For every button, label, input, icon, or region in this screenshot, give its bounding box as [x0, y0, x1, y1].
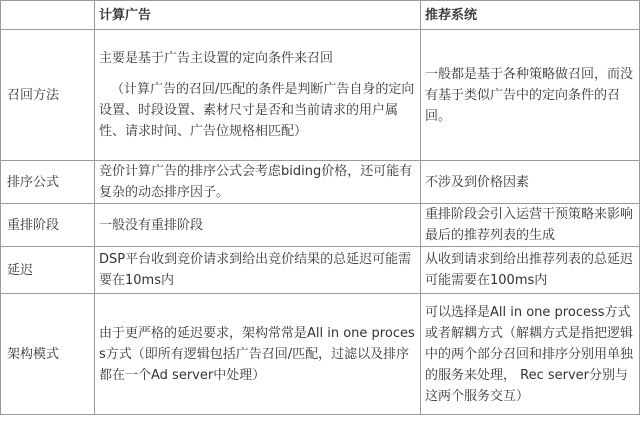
- row-label-architecture: 架构模式: [1, 294, 95, 415]
- cell-ad-ranking-formula: 竞价计算广告的排序公式会考虑biding价格，还可能有复杂的动态排序因子。: [95, 161, 421, 204]
- cell-rec-ranking-formula: 不涉及到价格因素: [421, 161, 640, 204]
- table-row-latency: [1, 247, 640, 294]
- row-label-reranking-stage: 重排阶段: [1, 204, 95, 247]
- table-row-reranking-stage: [1, 204, 640, 247]
- table-row-ranking-formula: [1, 161, 640, 204]
- row-label-recall-method: 召回方法: [1, 30, 95, 161]
- table-header-row: [1, 1, 640, 30]
- cell-ad-recall-method: [95, 30, 421, 161]
- table-row-recall-method: [1, 30, 640, 161]
- header-computational-advertising: 计算广告: [95, 1, 421, 30]
- row-label-latency: 延迟: [1, 247, 95, 294]
- cell-ad-architecture: 由于更严格的延迟要求，架构常常是All in one process方式（即所有逻辑包括广告召回/匹配，过滤以及排序都在一个Ad server中处理）: [95, 294, 421, 415]
- header-recommender-system: 推荐系统: [421, 1, 640, 30]
- cell-rec-reranking-stage: 重排阶段会引入运营干预策略来影响最后的推荐列表的生成: [421, 204, 640, 247]
- ad-recall-paragraph-2: （计算广告的召回/匹配的条件是判断广告自身的定向设置、时段设置、素材尺寸是否和当前请求的用户属性、请求时间、广告位规格相匹配）: [99, 82, 415, 139]
- row-label-ranking-formula: 排序公式: [1, 161, 95, 204]
- ad-recall-paragraph-1: 主要是基于广告主设置的定向条件来召回: [99, 51, 334, 66]
- cell-rec-latency: 从收到请求到给出推荐列表的总延迟可能需要在100ms内: [421, 247, 640, 294]
- cell-ad-latency: DSP平台收到竞价请求到给出竞价结果的总延迟可能需要在10ms内: [95, 247, 421, 294]
- table-row-architecture: [1, 294, 640, 415]
- cell-rec-recall-method: 一般都是基于各种策略做召回，而没有基于类似广告中的定向条件的召回。: [421, 30, 640, 161]
- cell-ad-reranking-stage: 一般没有重排阶段: [95, 204, 421, 247]
- header-empty-cell: [1, 1, 95, 30]
- cell-rec-architecture: 可以选择是All in one process方式或者解耦方式（解耦方式是指把逻辑中的两个部分召回和排序分别用单独的服务来处理， Rec server分别与这两个服务交互）: [421, 294, 640, 415]
